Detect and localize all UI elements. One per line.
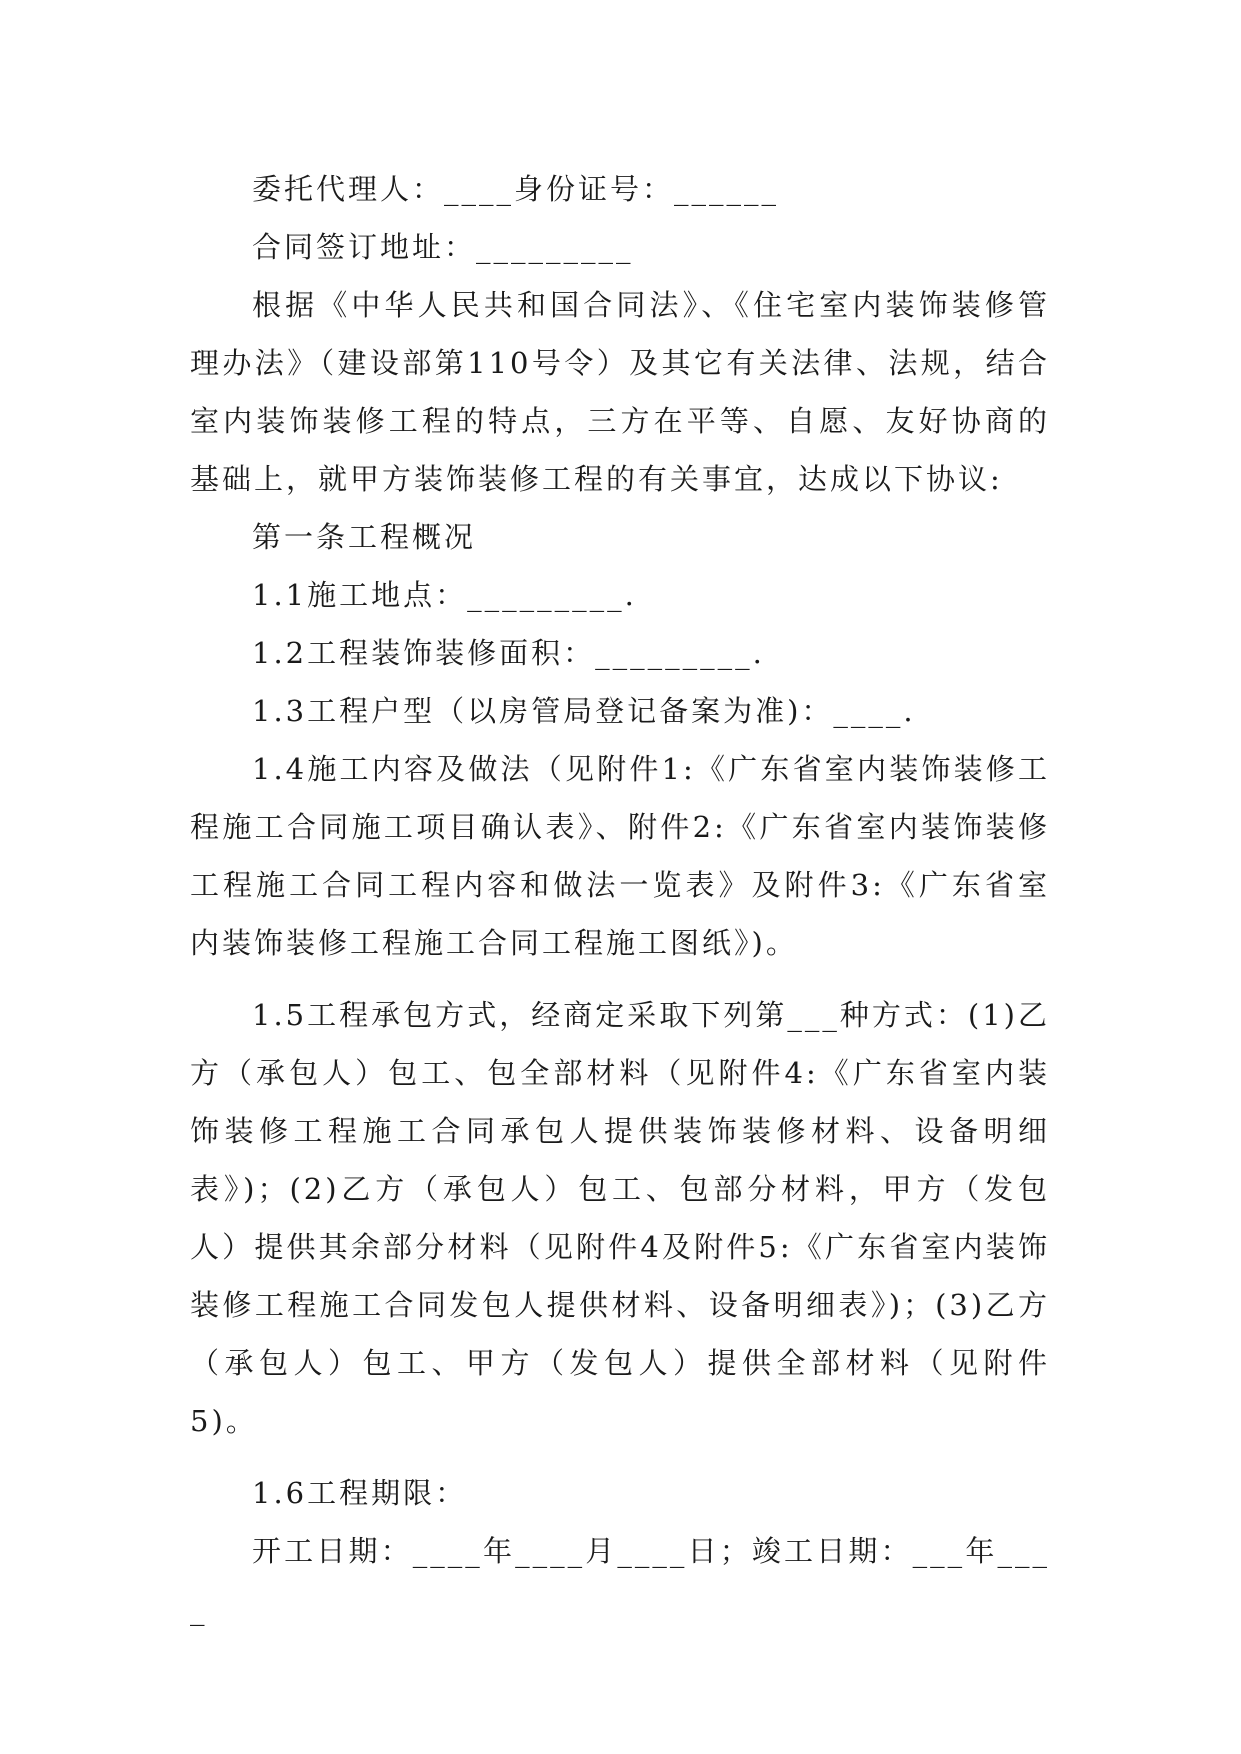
paragraph-1-5-contract-method: 1.5工程承包方式，经商定采取下列第___种方式：(1)乙方（承包人）包工、包全部材料（见附件4:《广东省室内装饰装修工程施工合同承包人提供装饰装修材料、设备明细表》)；(2)乙方（承包人）包工、包部分材料，甲方（发包人）提供其余部分材料（见附件4及附件5:《广东省室内装饰装修工程施工合同发包人提供材料、设备明细表》)；(3)乙方（承包人）包工、甲方（发包人）提供全部材料（见附件5)。 <box>190 998 1050 1438</box>
paragraph-agent-id: 委托代理人：____身份证号：______ <box>252 172 780 206</box>
paragraph-1-1-location: 1.1施工地点：_________. <box>252 578 637 612</box>
paragraph-1-4-content: 1.4施工内容及做法（见附件1:《广东省室内装饰装修工程施工合同施工项目确认表》、附件2:《广东省室内装饰装修工程施工合同工程内容和做法一览表》及附件3:《广东省室内装饰装修工程施工合同工程施工图纸》)。 <box>190 752 1050 960</box>
paragraph-1-2-area: 1.2工程装饰装修面积：_________. <box>252 636 765 670</box>
paragraph-1-6-duration: 1.6工程期限： <box>252 1476 468 1510</box>
paragraph-legal-basis: 根据《中华人民共和国合同法》、《住宅室内装饰装修管理办法》（建设部第110号令）及其它有关法律、法规，结合室内装饰装修工程的特点，三方在平等、自愿、友好协商的基础上，就甲方装饰装修工程的有关事宜，达成以下协议: <box>190 288 1050 496</box>
paragraph-1-3-unit-type: 1.3工程户型（以房管局登记备案为准)：____. <box>252 694 916 728</box>
paragraph-dates: 开工日期：____年____月____日；竣工日期：___年____ <box>190 1534 1050 1626</box>
document-body <box>190 160 1050 1638</box>
paragraph-signing-address: 合同签订地址：_________ <box>252 230 634 264</box>
heading-article-1: 第一条工程概况 <box>252 520 477 554</box>
